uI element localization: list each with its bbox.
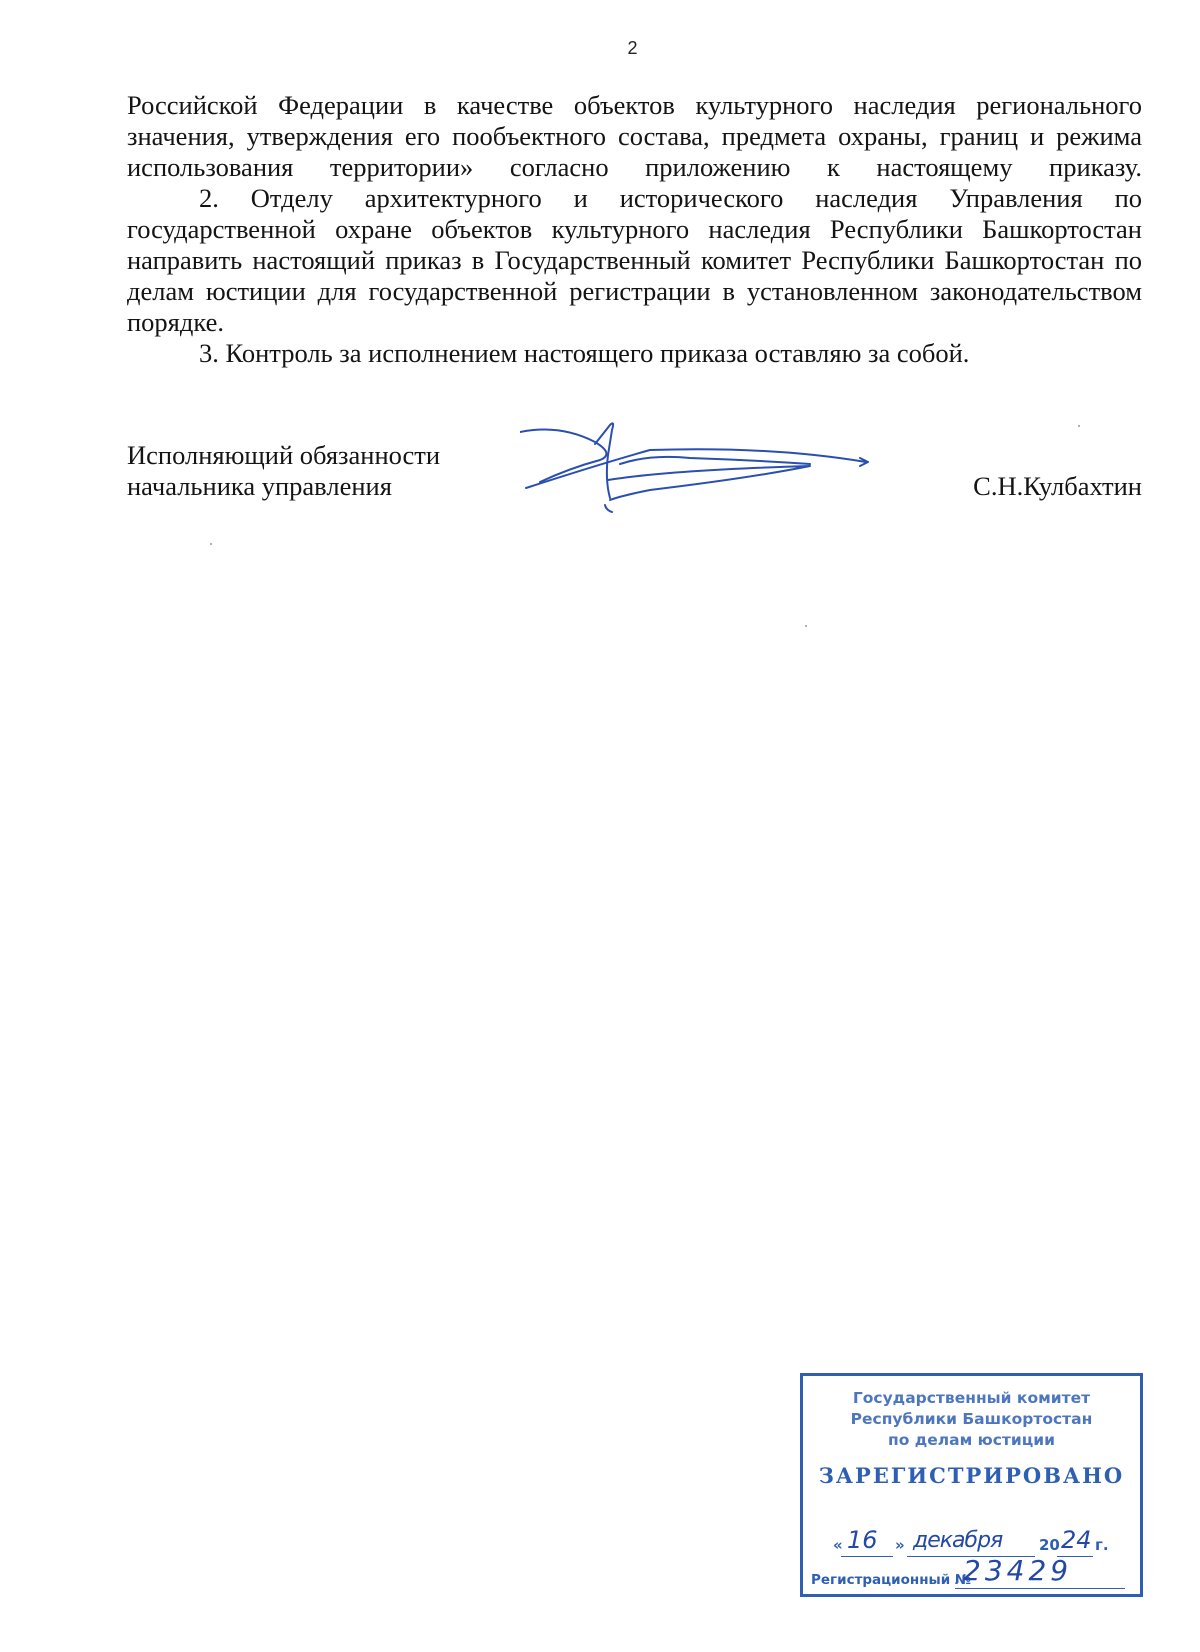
stamp-year: 24	[1061, 1526, 1092, 1554]
stamp-year-suffix: г.	[1095, 1536, 1109, 1554]
stamp-registration-number: 23429	[963, 1554, 1073, 1587]
handwritten-signature	[520, 420, 900, 520]
stamp-quote-open: «	[833, 1536, 843, 1554]
registration-stamp	[800, 1373, 1143, 1597]
paragraph-2: 2. Отделу архитектурного и исторического наследия Управления по государственной охране объектов культурного наследия Республики Башкортостан направить настоящий приказ в Государственный комитет Республики Башкортостан по делам юстиции для государственной регистрации в установленном законодательством порядке.	[127, 183, 1142, 337]
stamp-registered-label: ЗАРЕГИСТРИРОВАНО	[818, 1463, 1125, 1488]
stamp-quote-close: »	[895, 1536, 905, 1554]
stamp-year-prefix: 20	[1039, 1536, 1060, 1554]
stamp-month: декабря	[913, 1528, 1003, 1553]
stamp-org-line-2: Республики Башкортостан	[850, 1410, 1093, 1428]
scan-speck	[210, 543, 212, 545]
scan-speck	[805, 625, 807, 627]
stamp-organization	[803, 1388, 1140, 1451]
signatory-title-line-2: начальника управления	[127, 471, 392, 501]
document-body	[127, 90, 1142, 369]
stamp-org-line-1: Государственный комитет	[852, 1389, 1091, 1407]
stamp-registration-underline	[955, 1588, 1125, 1589]
page-number: 2	[627, 38, 638, 58]
signatory-name: С.Н.Кулбахтин	[973, 471, 1142, 501]
signatory-title-line-1: Исполняющий обязанности	[127, 440, 441, 470]
stamp-day-underline	[841, 1556, 893, 1557]
scan-speck	[1078, 425, 1080, 427]
stamp-day: 16	[847, 1526, 878, 1554]
stamp-registration-label: Регистрационный №	[811, 1572, 972, 1588]
stamp-org-line-3: по делам юстиции	[888, 1431, 1055, 1449]
paragraph-1-continuation: Российской Федерации в качестве объектов культурного наследия регионального значения, утверждения его пообъектного состава, предмета охраны, границ и режима использования территории» согласно приложению к настоящему приказу.	[127, 90, 1142, 182]
paragraph-3: 3. Контроль за исполнением настоящего приказа оставляю за собой.	[199, 338, 970, 368]
signatory-title	[127, 440, 547, 502]
